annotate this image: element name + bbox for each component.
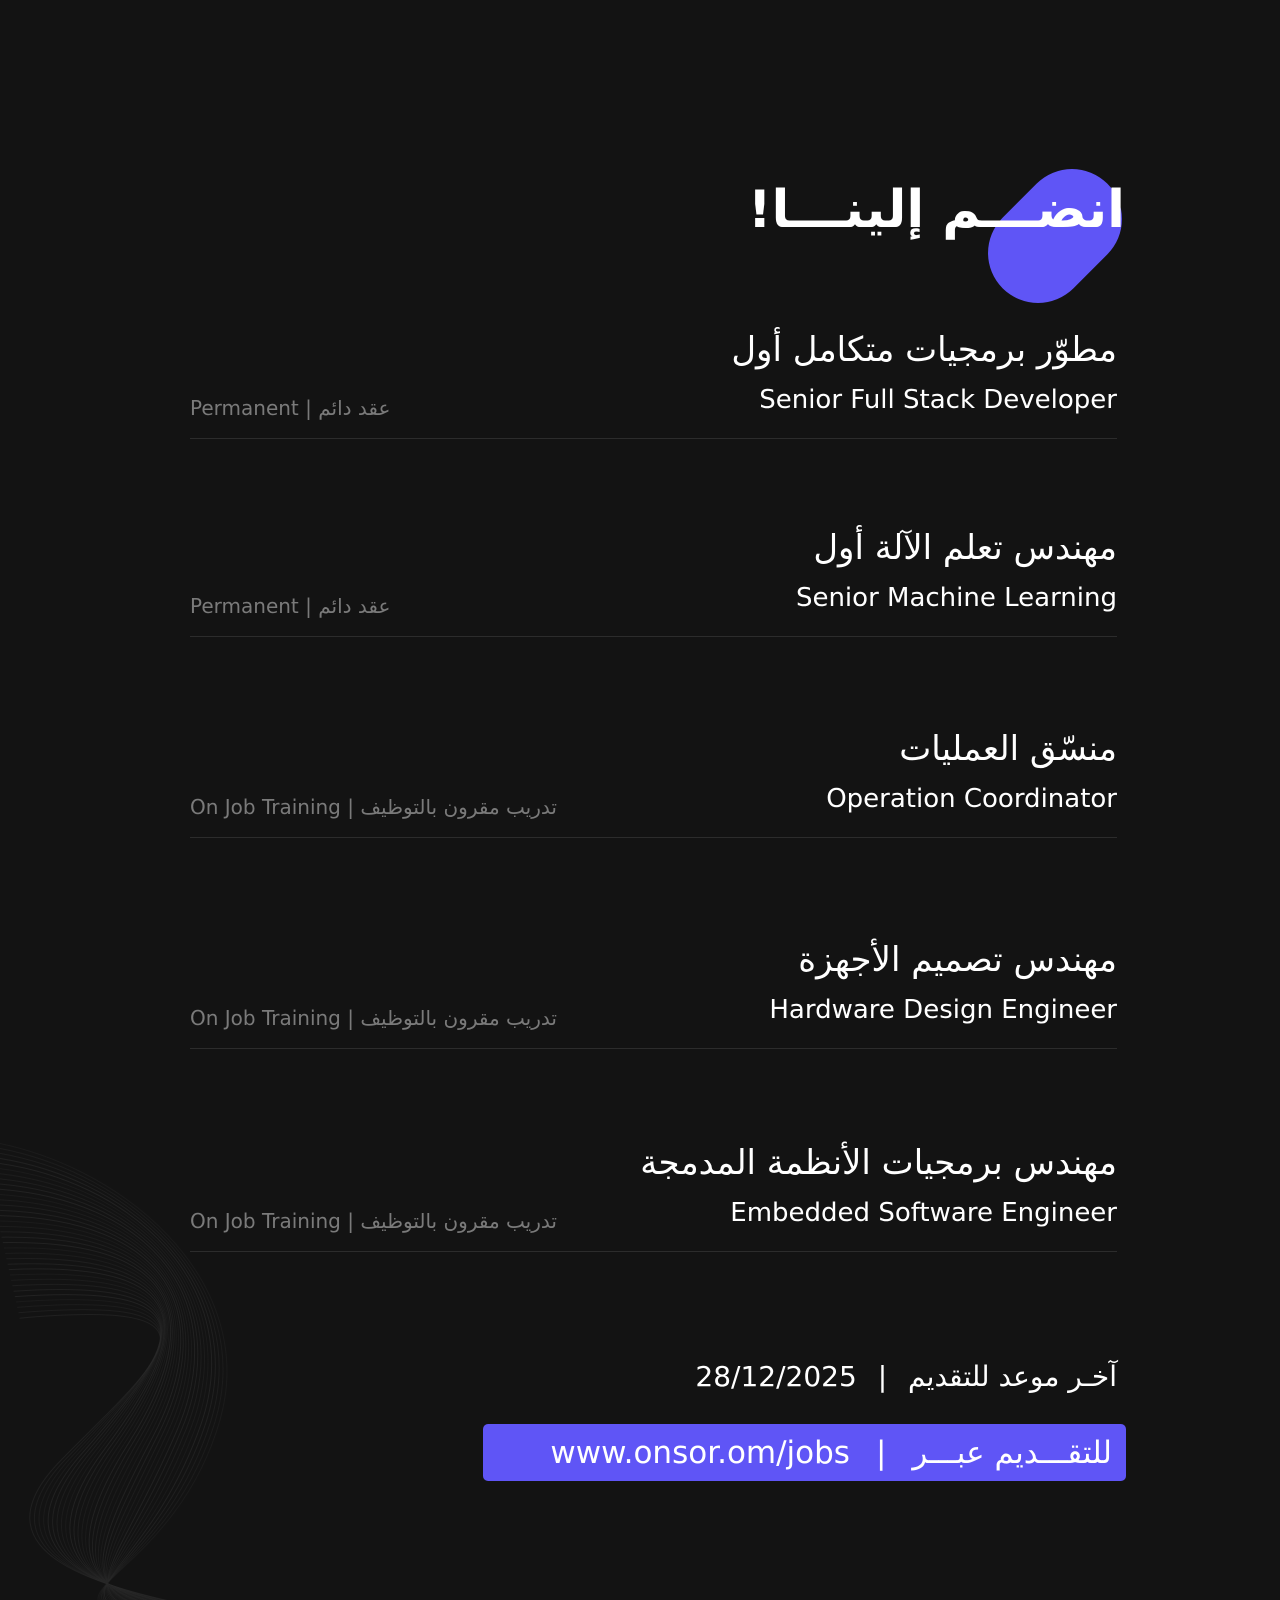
job-item[interactable] (190, 729, 1117, 838)
job-item[interactable] (190, 940, 1117, 1049)
job-item[interactable] (190, 330, 1117, 439)
wave-line (10, 1274, 185, 1600)
job-title-en: Embedded Software Engineer (730, 1198, 1117, 1228)
job-title-ar: مهندس برمجيات الأنظمة المدمجة (640, 1143, 1117, 1183)
job-type-label: Permanent | عقد دائم (190, 594, 391, 618)
deadline-separator: | (877, 1360, 888, 1393)
job-type-label: Permanent | عقد دائم (190, 396, 391, 420)
job-title-ar: منسّق العمليات (899, 729, 1117, 769)
job-type-label: On Job Training | تدريب مقرون بالتوظيف (190, 1209, 557, 1233)
job-title-ar: مطوّر برمجيات متكامل أول (731, 330, 1117, 370)
apply-label: للتقـــديم عبـــر (912, 1434, 1112, 1471)
job-title-en: Senior Full Stack Developer (759, 385, 1117, 415)
deadline-line (695, 1360, 1117, 1393)
apply-separator: | (875, 1434, 887, 1471)
job-title-en: Senior Machine Learning (795, 583, 1117, 613)
headline-text: انضـــم إلينـــا! (747, 180, 1125, 240)
job-title-en: Hardware Design Engineer (769, 995, 1117, 1025)
job-item[interactable] (190, 528, 1117, 637)
job-item[interactable] (190, 1143, 1117, 1252)
job-type-label: On Job Training | تدريب مقرون بالتوظيف (190, 1006, 557, 1030)
apply-link-button[interactable] (483, 1424, 1126, 1481)
job-title-ar: مهندس تصميم الأجهزة (798, 940, 1117, 980)
headline-block (747, 150, 1125, 280)
deadline-date: 28/12/2025 (695, 1360, 857, 1393)
job-title-ar: مهندس تعلم الآلة أول (813, 528, 1117, 568)
deadline-label: آخـر موعد للتقديم (908, 1360, 1117, 1393)
job-title-en: Operation Coordinator (826, 784, 1117, 814)
job-type-label: On Job Training | تدريب مقرون بالتوظيف (190, 795, 557, 819)
apply-url[interactable]: www.onsor.om/jobs (550, 1434, 850, 1471)
